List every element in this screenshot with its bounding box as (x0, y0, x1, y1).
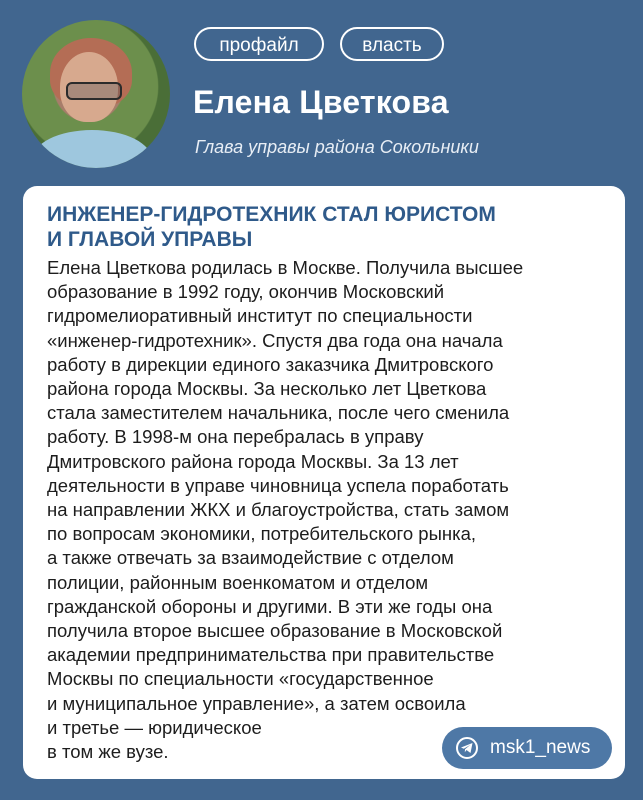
headline-line: И ГЛАВОЙ УПРАВЫ (47, 228, 253, 251)
channel-label: msk1_news (490, 737, 591, 758)
body-line: Москвы по специальности «государственное (47, 668, 434, 690)
body-line: полиции, районным военкоматом и отделом (47, 571, 429, 593)
tag-power[interactable]: власть (340, 27, 444, 61)
body-line: работу в дирекции единого заказчика Дмитровского (47, 353, 494, 375)
tag-profile[interactable]: профайл (194, 27, 324, 61)
body-line: работу. В 1998-м она перебралась в управу (47, 426, 424, 448)
body-line: в том же вузе. (47, 741, 169, 763)
body-line: академии предпринимательства при правительстве (47, 644, 495, 666)
body-line: гражданской обороны и другими. В эти же годы она (47, 595, 493, 617)
body-line: Елена Цветкова родилась в Москве. Получила высшее (47, 257, 524, 278)
body-line: и третье — юридическое (47, 716, 262, 738)
body-line: а также отвечать за взаимодействие с отделом (47, 547, 454, 569)
headline-line: ИНЖЕНЕР-ГИДРОТЕХНИК СТАЛ ЮРИСТОМ (47, 203, 496, 226)
telegram-icon (456, 737, 478, 759)
body-line: «инженер-гидротехник». Спустя два года она начала (47, 329, 503, 351)
body-line: получила второе высшее образование в Московской (47, 620, 503, 642)
avatar-shirt (32, 130, 152, 168)
body-line: на направлении ЖКХ и благоустройства, стать замом (47, 499, 510, 521)
body-line: Дмитровского района города Москвы. За 13 лет (47, 450, 459, 472)
body-line: деятельности в управе чиновница успела поработать (47, 474, 509, 496)
body-line: по вопросам экономики, потребительского рынка, (47, 523, 477, 545)
avatar (22, 20, 170, 168)
person-name: Елена Цветкова (193, 84, 449, 120)
body-line: образование в 1992 году, окончив Московский (47, 281, 445, 303)
body-line: и муниципальное управление», а затем освоила (47, 692, 466, 714)
article-headline (47, 202, 607, 252)
channel-badge[interactable] (442, 727, 612, 769)
body-line: гидромелиоративный институт по специальности (47, 305, 473, 327)
person-position: Глава управы района Сокольники (195, 137, 479, 157)
avatar-glasses (66, 82, 122, 100)
body-line: стала заместителем начальника, после чего сменила (47, 402, 510, 424)
body-line: района города Москвы. За несколько лет Цветкова (47, 378, 487, 400)
article-card (23, 186, 625, 779)
article-body (47, 256, 607, 764)
